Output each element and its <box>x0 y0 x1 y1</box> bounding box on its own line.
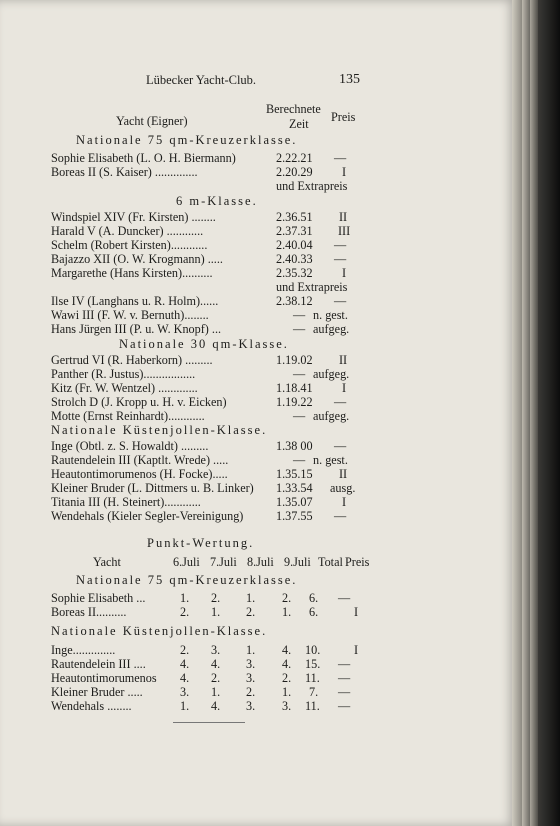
result-row-time: 1.37.55 <box>276 509 313 523</box>
result-row-time: 2.38.12 <box>276 294 313 308</box>
result-row-name: Wawi III (F. W. v. Bernuth)........ <box>51 308 209 322</box>
points-cell: 1. <box>180 591 190 605</box>
points-cell: 2. <box>180 643 190 657</box>
result-row-prize: II <box>339 353 348 367</box>
points-cell: 2. <box>180 605 190 619</box>
points-cell-prize: — <box>338 591 351 605</box>
result-row-prize: III <box>338 224 351 238</box>
result-row-prize: n. gest. <box>313 453 348 467</box>
result-row-name: Windspiel XIV (Fr. Kirsten) ........ <box>51 210 216 224</box>
points-cell: 2. <box>246 605 256 619</box>
result-row-name: Kitz (Fr. W. Wentzel) ............. <box>51 381 198 395</box>
points-cell: 3. <box>246 671 256 685</box>
points-cell: 6. <box>309 605 319 619</box>
result-row-name: Titania III (H. Steinert)............ <box>51 495 201 509</box>
points-cell: 11. <box>305 699 320 713</box>
points-cell: 1. <box>211 605 221 619</box>
points-cell: 3. <box>211 643 221 657</box>
result-row-name: Margarethe (Hans Kirsten).......... <box>51 266 213 280</box>
result-row-prize: aufgeg. <box>313 409 350 423</box>
result-row-name: Gertrud VI (R. Haberkorn) ......... <box>51 353 213 367</box>
points-row-name: Inge.............. <box>51 643 116 657</box>
section-title: Nationale 75 qm-Kreuzerklasse. <box>76 133 298 147</box>
result-row-name: Heautontimorumenos (H. Focke)..... <box>51 467 228 481</box>
result-row-prize: ausg. <box>330 481 356 495</box>
result-row-prize: — <box>334 238 347 252</box>
points-cell: 1. <box>180 699 190 713</box>
result-row-time: 1.19.22 <box>276 395 313 409</box>
points-title: Punkt-Wertung. <box>147 536 255 550</box>
points-header-day2: 7.Juli <box>210 555 237 569</box>
points-row-name: Sophie Elisabeth ... <box>51 591 146 605</box>
result-row-prize: aufgeg. <box>313 322 350 336</box>
result-row-prize: I <box>342 495 347 509</box>
points-row-name: Kleiner Bruder ..... <box>51 685 143 699</box>
points-row-name: Boreas II.......... <box>51 605 127 619</box>
result-row-prize: — <box>334 509 347 523</box>
points-cell-prize: I <box>354 605 359 619</box>
result-row-prize: aufgeg. <box>313 367 350 381</box>
points-section-title: Nationale Küstenjollen-Klasse. <box>51 624 268 638</box>
points-cell: 3. <box>246 657 256 671</box>
points-cell: 1. <box>211 685 221 699</box>
result-row-prize: — <box>334 294 347 308</box>
points-cell: 4. <box>211 657 221 671</box>
points-cell: 1. <box>246 643 256 657</box>
result-row-prize: II <box>339 467 348 481</box>
result-row-extra: und Extrapreis <box>276 179 348 193</box>
result-row-time: 2.40.04 <box>276 238 313 252</box>
result-row-extra: und Extrapreis <box>276 280 348 294</box>
result-row-name: Rautendelein III (Kaptlt. Wrede) ..... <box>51 453 229 467</box>
points-cell: 1. <box>246 591 256 605</box>
page-edge <box>512 0 522 826</box>
result-row-name: Ilse IV (Langhans u. R. Holm)...... <box>51 294 219 308</box>
result-row-time: 1.19.02 <box>276 353 313 367</box>
result-row-prize: II <box>339 210 348 224</box>
points-header-total: Total <box>318 555 343 569</box>
result-row-time: 2.37.31 <box>276 224 313 238</box>
result-row-prize: I <box>342 266 347 280</box>
result-row-prize: — <box>334 395 347 409</box>
points-cell: 4. <box>180 657 190 671</box>
page-number: 135 <box>339 72 360 87</box>
points-cell: 6. <box>309 591 319 605</box>
points-row-name: Rautendelein III .... <box>51 657 146 671</box>
result-row-name: Sophie Elisabeth (L. O. H. Biermann) <box>51 151 236 165</box>
points-header-day3: 8.Juli <box>247 555 274 569</box>
points-cell-prize: — <box>338 657 351 671</box>
result-row-time: — <box>293 367 306 381</box>
result-row-name: Motte (Ernst Reinhardt)............ <box>51 409 205 423</box>
result-row-time: 1.18.41 <box>276 381 313 395</box>
result-row-time: 2.36.51 <box>276 210 313 224</box>
end-rule <box>173 722 245 723</box>
result-row-prize: I <box>342 381 347 395</box>
result-row-time: — <box>293 308 306 322</box>
points-cell: 3. <box>180 685 190 699</box>
points-cell-prize: — <box>338 685 351 699</box>
result-row-name: Wendehals (Kieler Segler-Vereinigung) <box>51 509 244 523</box>
points-cell: 4. <box>282 643 292 657</box>
result-row-time: — <box>293 409 306 423</box>
points-cell: 2. <box>282 591 292 605</box>
result-row-prize: — <box>334 151 347 165</box>
points-cell: 7. <box>309 685 319 699</box>
result-row-name: Boreas II (S. Kaiser) .............. <box>51 165 198 179</box>
result-row-time: 2.22.21 <box>276 151 313 165</box>
result-row-time: 2.40.33 <box>276 252 313 266</box>
points-cell-prize: — <box>338 671 351 685</box>
result-row-prize: — <box>334 439 347 453</box>
result-row-name: Hans Jürgen III (P. u. W. Knopf) ... <box>51 322 222 336</box>
column-header-time-line2: Zeit <box>289 117 309 131</box>
points-row-name: Heautontimorumenos <box>51 671 157 685</box>
result-row-time: 1.35.15 <box>276 467 313 481</box>
column-header-time-line1: Berechnete <box>266 102 321 116</box>
points-cell-prize: — <box>338 699 351 713</box>
points-cell: 2. <box>211 671 221 685</box>
result-row-time: — <box>293 322 306 336</box>
column-header-yacht: Yacht (Eigner) <box>116 114 188 128</box>
section-title: Nationale Küstenjollen-Klasse. <box>51 423 268 437</box>
points-cell: 10. <box>305 643 321 657</box>
points-header-yacht: Yacht <box>93 555 121 569</box>
points-cell: 4. <box>211 699 221 713</box>
section-title: 6 m-Klasse. <box>176 194 258 208</box>
points-header-day1: 6.Juli <box>173 555 200 569</box>
result-row-time: 1.35.07 <box>276 495 313 509</box>
points-cell: 15. <box>305 657 321 671</box>
points-header-day4: 9.Juli <box>284 555 311 569</box>
points-header-prize: Preis <box>345 555 370 569</box>
result-row-name: Panther (R. Justus)................. <box>51 367 196 381</box>
points-cell: 4. <box>180 671 190 685</box>
result-row-prize: n. gest. <box>313 308 348 322</box>
result-row-name: Harald V (A. Duncker) ............ <box>51 224 204 238</box>
result-row-name: Strolch D (J. Kropp u. H. v. Eicken) <box>51 395 227 409</box>
result-row-prize: — <box>334 252 347 266</box>
running-title: Lübecker Yacht-Club. <box>146 73 257 87</box>
points-cell: 4. <box>282 657 292 671</box>
points-row-name: Wendehals ........ <box>51 699 132 713</box>
points-section-title: Nationale 75 qm-Kreuzerklasse. <box>76 573 298 587</box>
points-cell: 2. <box>282 671 292 685</box>
page-edge <box>530 0 538 826</box>
result-row-time: — <box>293 453 306 467</box>
book-binding <box>538 0 560 826</box>
page-edge <box>522 0 530 826</box>
points-cell: 11. <box>305 671 320 685</box>
points-cell: 2. <box>211 591 221 605</box>
result-row-name: Kleiner Bruder (L. Dittmers u. B. Linker) <box>51 481 254 495</box>
result-row-name: Inge (Obtl. z. S. Howaldt) ......... <box>51 439 209 453</box>
column-header-prize: Preis <box>331 110 356 124</box>
result-row-time: 1.38 00 <box>276 439 313 453</box>
points-cell: 1. <box>282 605 292 619</box>
result-row-prize: I <box>342 165 347 179</box>
result-row-name: Schelm (Robert Kirsten)............ <box>51 238 208 252</box>
points-cell: 1. <box>282 685 292 699</box>
section-title: Nationale 30 qm-Klasse. <box>119 337 289 351</box>
result-row-time: 2.35.32 <box>276 266 313 280</box>
points-cell: 2. <box>246 685 256 699</box>
result-row-name: Bajazzo XII (O. W. Krogmann) ..... <box>51 252 223 266</box>
points-cell: 3. <box>282 699 292 713</box>
points-cell-prize: I <box>354 643 359 657</box>
result-row-time: 2.20.29 <box>276 165 313 179</box>
result-row-time: 1.33.54 <box>276 481 313 495</box>
points-cell: 3. <box>246 699 256 713</box>
